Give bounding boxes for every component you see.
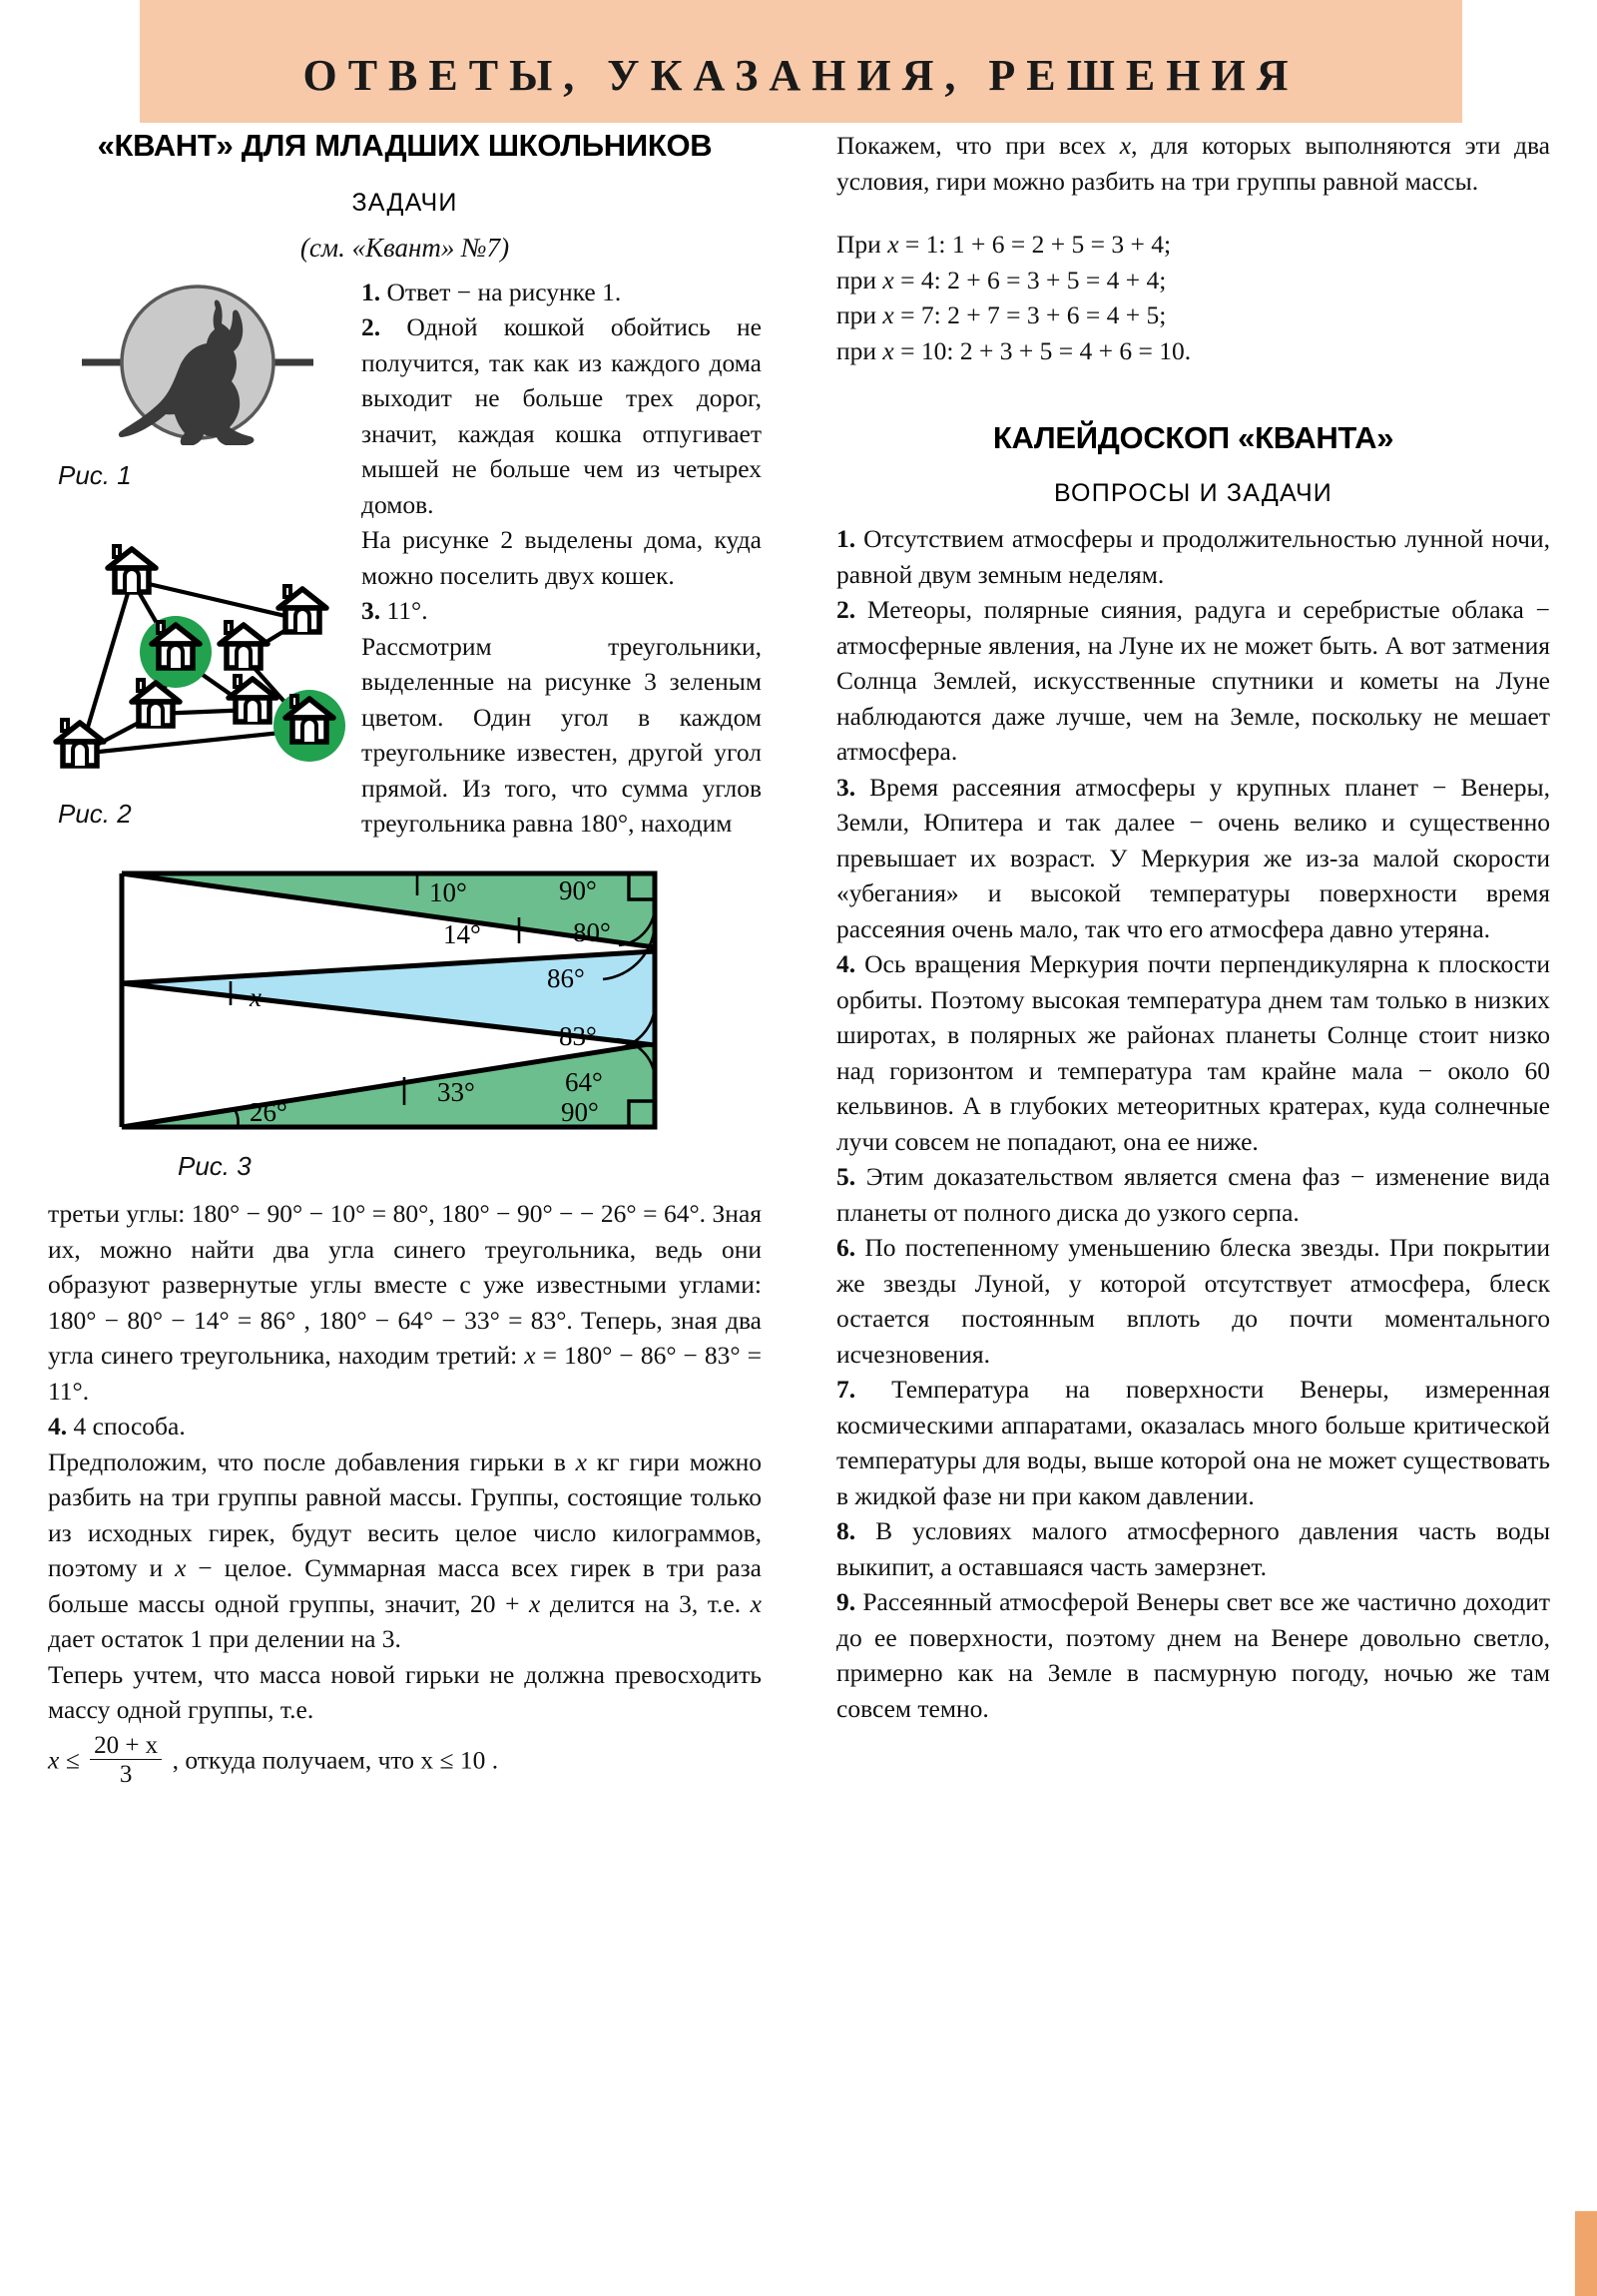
answer-4-cont2: Теперь учтем, что масса новой гирьки не должна превосходить массу одной группы, т.е. [48,1659,762,1724]
page-title: ОТВЕТЫ, УКАЗАНИЯ, РЕШЕНИЯ [302,51,1300,100]
page-edge-strip [1575,2211,1597,2296]
angle-label: 64° [565,1066,603,1097]
inequality-lhs: x ≤ [48,1744,80,1774]
house-node [108,546,156,592]
left-column [48,128,762,1791]
left-subsection-heading: ЗАДАЧИ [351,188,458,217]
issue-reference: (см. «Квант» №7) [299,233,510,263]
equation-line: при x = 10: 2 + 3 + 5 = 4 + 6 = 10. [836,335,1192,365]
answer-4: 4. 4 способа. [48,1412,186,1440]
house-node [278,586,326,632]
kaleidoscope-answer-7: 7. Температура на поверхности Венеры, измеренная космическими аппаратами, оказалась много больше критической температуры для воды, выше которой она не может существовать в жидкой фазе ни при каком давлении. [836,1375,1550,1510]
right-section-heading: КАЛЕЙДОСКОП «КВАНТА» [992,420,1394,455]
kaleidoscope-answer-9: 9. Рассеянный атмосферой Венеры свет все же частично доходит до ее поверхности, поэтому днем на Венере довольно светло, примерно как на Земле в пасмурную погоду, ночью же там совсем темно. [836,1587,1550,1723]
angle-label: 90° [559,874,597,905]
angle-label: 80° [573,916,611,947]
house-node [220,622,267,668]
right-column [836,128,1550,1726]
angle-label: x [250,981,262,1012]
left-section-heading: «КВАНТ» ДЛЯ МЛАДШИХ ШКОЛЬНИКОВ [97,128,713,163]
angle-label: 83° [559,1020,597,1051]
fraction [90,1732,162,1789]
answer-3: 3. 11°. [361,596,428,625]
figure-3-block [48,856,762,1185]
angle-label: 33° [437,1076,475,1107]
kaleidoscope-answer-8: 8. В условиях малого атмосферного давления часть воды выкипит, а оставшаяся часть замерзнет. [836,1516,1550,1581]
angle-label: 86° [547,962,585,993]
equation-line: при x = 4: 2 + 6 = 3 + 5 = 4 + 4; [836,265,1167,294]
kangaroo-icon [78,281,317,445]
figure-1-block [48,281,347,494]
angle-label: 14° [443,918,481,949]
kaleidoscope-answer-2: 2. Метеоры, полярные сияния, радуга и серебристые облака − атмосферные явления, на Луне их не может быть. А вот затмения Солнца Землей, искусственные спутники и кометы на Луне наблюдаются даже лучше, чем на Земле, поскольку не мешает атмосфера. [836,595,1550,766]
answer-3-cont: Рассмотрим треугольники, выделенные на рисунке 3 зеленым цветом. Один угол в каждом треугольнике известен, другой угол прямой. Из того, что сумма углов треугольника равна 180°, находим [361,631,762,838]
figure-2-block [48,528,347,832]
equation-list [836,227,1550,368]
answer-2: 2. Одной кошкой обойтись не получится, так как из каждого дома выходит не больше трех дорог, значит, каждая кошка отпугивает мышей не больше чем из четырех домов. [361,312,762,519]
kaleidoscope-answer-1: 1. Отсутствием атмосферы и продолжительностью лунной ночи, равной двум земным неделям. [836,524,1550,589]
fraction-denominator: 3 [90,1759,162,1789]
right-intro-paragraph: Покажем, что при всех x, для которых выполняются эти два условия, гири можно разбить на три группы равной массы. [836,131,1550,196]
equation-line: При x = 1: 1 + 6 = 2 + 5 = 3 + 4; [836,230,1172,259]
angle-label: 90° [561,1096,599,1127]
kaleidoscope-answer-6: 6. По постепенному уменьшению блеска звезды. При покрытии же звезды Луной, у которой отсутствует атмосфера, блеск остается постоянным вплоть до почти моментального исчезновения. [836,1233,1550,1369]
fraction-numerator: 20 + x [94,1731,159,1759]
house-node [56,720,104,766]
right-subsection-heading: ВОПРОСЫ И ЗАДАЧИ [1054,478,1332,507]
inequality-tail: , откуда получаем, что [172,1744,414,1774]
kaleidoscope-answer-3: 3. Время рассеяния атмосферы у крупных планет − Венеры, Земли, Юпитера и так далее − очень велико и существенно превышает их возраст. У Меркурия же из-за малой скорости «убегания» и высокой температуры поверхности время рассеяния очень мало, так что его атмосфера давно утеряна. [836,772,1550,943]
angle-derivation-text: третьи углы: 180° − 90° − 10° = 80°, 180° − 90° − − 26° = 64°. Зная их, можно найти два угла синего треугольника, ведь они образуют развернутые углы вместе с уже известными углами: 180° − 80° − 14° = 86° , 180° − 64° − 33° = 83°. Теперь, зная два угла синего треугольника, находим третий: x = 180° − 86° − 83° = 11°. [48,1199,762,1406]
inequality-result: x ≤ 10 . [420,1744,499,1774]
figure-1-caption: Рис. 1 [58,460,132,490]
houses-graph-diagram [48,528,347,783]
answer-2-cont: На рисунке 2 выделены дома, куда можно поселить двух кошек. [361,525,762,590]
kaleidoscope-answer-5: 5. Этим доказательством является смена фаз − изменение вида планеты от полного диска до узкого серпа. [836,1162,1550,1227]
figure-3-caption: Рис. 3 [178,1150,252,1181]
angle-label: 26° [250,1096,287,1127]
answer-4-cont: Предположим, что после добавления гирьки в x кг гири можно разбить на три группы равной массы. Группы, состоящие только из исходных гирек, будут весить целое число килограммов, поэтому и x − целое. Суммарная масса всех гирек в три раза больше массы одной группы, значит, 20 + x делится на 3, т.е. x дает остаток 1 при делении на 3. [48,1446,762,1653]
figure-2-caption: Рис. 2 [58,798,132,829]
final-inequality [48,1731,762,1791]
kaleidoscope-answer-4: 4. Ось вращения Меркурия почти перпендикулярна к плоскости орбиты. Поэтому высокая температура днем там только в низких широтах, в полярных же районах планеты Солнце стоит низко над горизонтом и температура там крайне мала − около 60 кельвинов. А в глубоких метеоритных кратерах, куда солнечные лучи совсем не попадают, она ее ниже. [836,949,1550,1156]
equation-line: при x = 7: 2 + 7 = 3 + 6 = 4 + 5; [836,300,1167,329]
angles-triangle-diagram [100,856,679,1145]
answer-1: 1. Ответ − на рисунке 1. [361,277,622,306]
angle-label: 10° [429,876,467,907]
